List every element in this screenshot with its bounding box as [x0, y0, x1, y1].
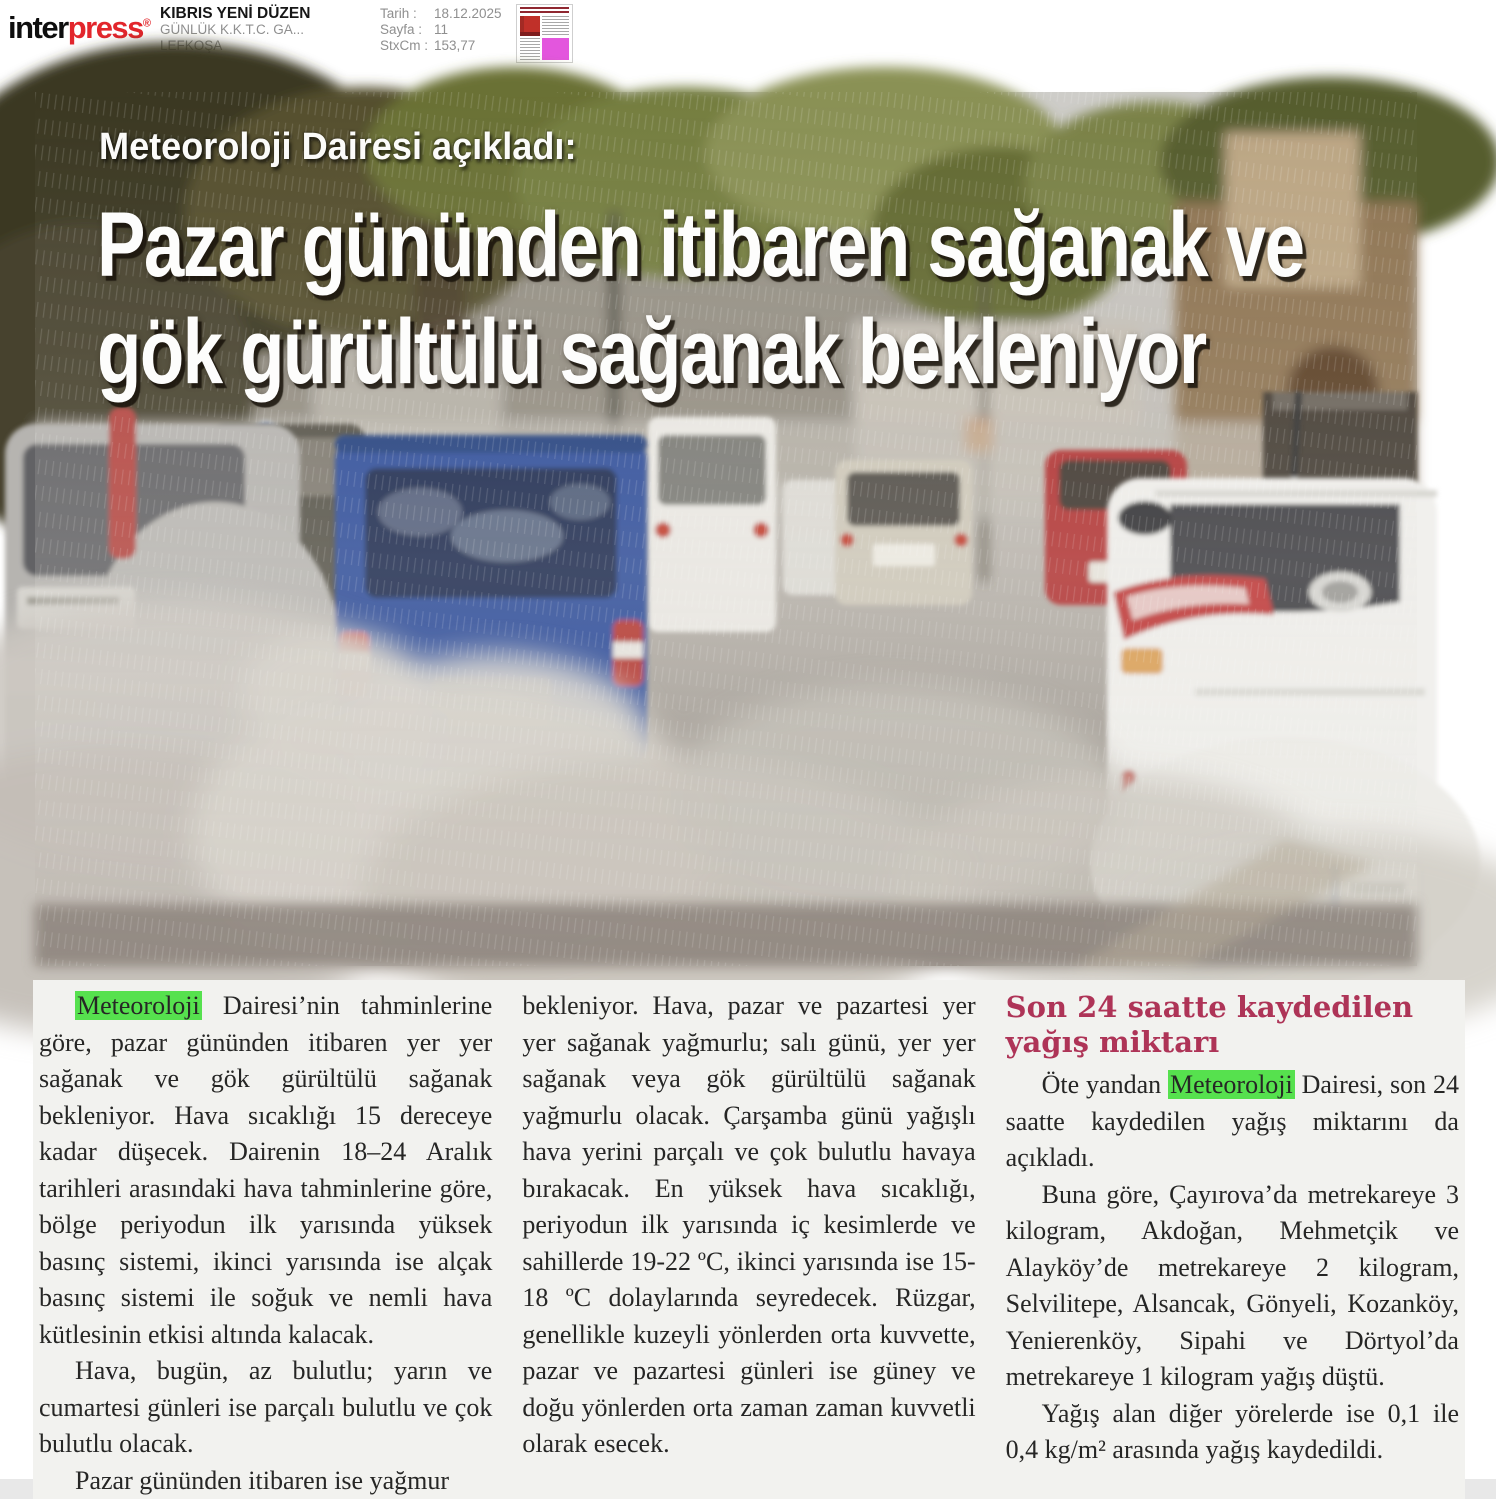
meta-page-row [380, 22, 502, 38]
meta-page-value: 11 [434, 22, 448, 38]
thumbnail-text-lines [520, 38, 540, 60]
meta-stxcm-label: StxCm : [380, 38, 434, 54]
publication-type: GÜNLÜK K.K.T.C. GA... [160, 22, 310, 38]
paragraph: Buna göre, Çayırova’da metrekareye 3 kilogram, Akdoğan, Mehmetçik ve Alayköy’de metrekareye 2 kilogram, Selvilitepe, Alsancak, Gönyeli, Kozanköy, Yenierenköy, Sipahi ve Dörtyol’da metrekareye 1 kilogram yağış düştü. [1006, 1177, 1459, 1396]
thumbnail-photo-block [520, 16, 540, 36]
logo-text-red: press [68, 10, 143, 45]
meta-date-value: 18.12.2025 [434, 6, 502, 22]
article-headline [97, 192, 1303, 406]
column-1 [39, 988, 492, 1499]
paragraph: Pazar gününden itibaren ise yağmur [39, 1463, 492, 1499]
headline-line-2: gök gürültülü sağanak bekleniyor [97, 299, 1303, 406]
paragraph [1006, 1067, 1459, 1177]
thumbnail-headline-lines [520, 7, 569, 15]
paragraph: Hava, bugün, az bulutlu; yarın ve cumartesi günleri ise parçalı bulutlu ve çok bulutlu olacak. [39, 1353, 492, 1463]
interpress-logo [8, 10, 151, 46]
thumbnail-article-highlight [542, 38, 569, 60]
meta-date-label: Tarih : [380, 6, 434, 22]
highlighted-term: Meteoroloji [75, 991, 202, 1020]
clipping-metadata [380, 6, 502, 54]
paragraph: Yağış alan diğer yörelerde ise 0,1 ile 0,4 kg/m² arasında yağış kaydedildi. [1006, 1396, 1459, 1469]
registered-mark: ® [143, 18, 151, 30]
paragraph: bekleniyor. Hava, pazar ve pazartesi yer yer sağanak yağmurlu; salı günü, yer yer sağanak veya gök gürültülü sağanak yağmurlu olacak. Çarşamba günü yağışlı hava yerini parçalı ve çok bulutlu havaya bırakacak. En yüksek hava sıcaklığı, periyodun ilk yarısında iç kesimlerde ve sahillerde 19-22 ºC, ikinci yarısında ise 15-18 ºC dolaylarında seyredecek. Rüzgar, genellikle kuzeyli yönlerden orta kuvvette, pazar ve pazartesi günleri ise güney ve doğu yönlerden orta zaman zaman kuvvetli olarak esecek. [522, 988, 975, 1463]
text-segment: Dairesi, son 24 saatte kaydedilen yağış miktarını da açıkladı. [1006, 1070, 1459, 1172]
column-2 [522, 988, 975, 1499]
page-thumbnail [516, 4, 573, 63]
publication-name: KIBRIS YENİ DÜZEN [160, 6, 310, 22]
meta-stxcm-value: 153,77 [434, 38, 475, 54]
paragraph [39, 988, 492, 1353]
subhead-line-1: Son 24 saatte kaydedilen [1006, 990, 1413, 1024]
highlighted-term: Meteoroloji [1168, 1070, 1295, 1099]
text-segment: Dairesi’nin tahminlerine göre, pazar gününden itibaren yer yer sağanak ve gök gürültülü sağanak bekleniyor. Hava sıcaklığı 15 dereceye kadar düşecek. Dairenin 18–24 Aralık tarihleri arasındaki hava tahminlerine göre, bölge periyodun ilk yarısında yüksek basınç sistemi, ikinci yarısında ise alçak basınç sistemi ile soğuk ve nemli hava kütlesinin etkisi altında kalacak. [39, 991, 492, 1349]
meta-stxcm-row [380, 38, 502, 54]
headline-line-1: Pazar gününden itibaren sağanak ve [97, 192, 1303, 299]
text-segment: Öte yandan [1042, 1070, 1168, 1099]
column-3 [1006, 988, 1459, 1499]
meta-date-row [380, 6, 502, 22]
article-photo [35, 92, 1417, 966]
subhead-line-2: yağış miktarı [1006, 1025, 1220, 1059]
article-body [33, 980, 1465, 1499]
meta-page-label: Sayfa : [380, 22, 434, 38]
thumbnail-text-lines [542, 16, 569, 36]
logo-text-black: inter [8, 10, 68, 45]
article-kicker: Meteoroloji Dairesi açıkladı: [99, 126, 576, 169]
section-subhead [1006, 990, 1459, 1060]
